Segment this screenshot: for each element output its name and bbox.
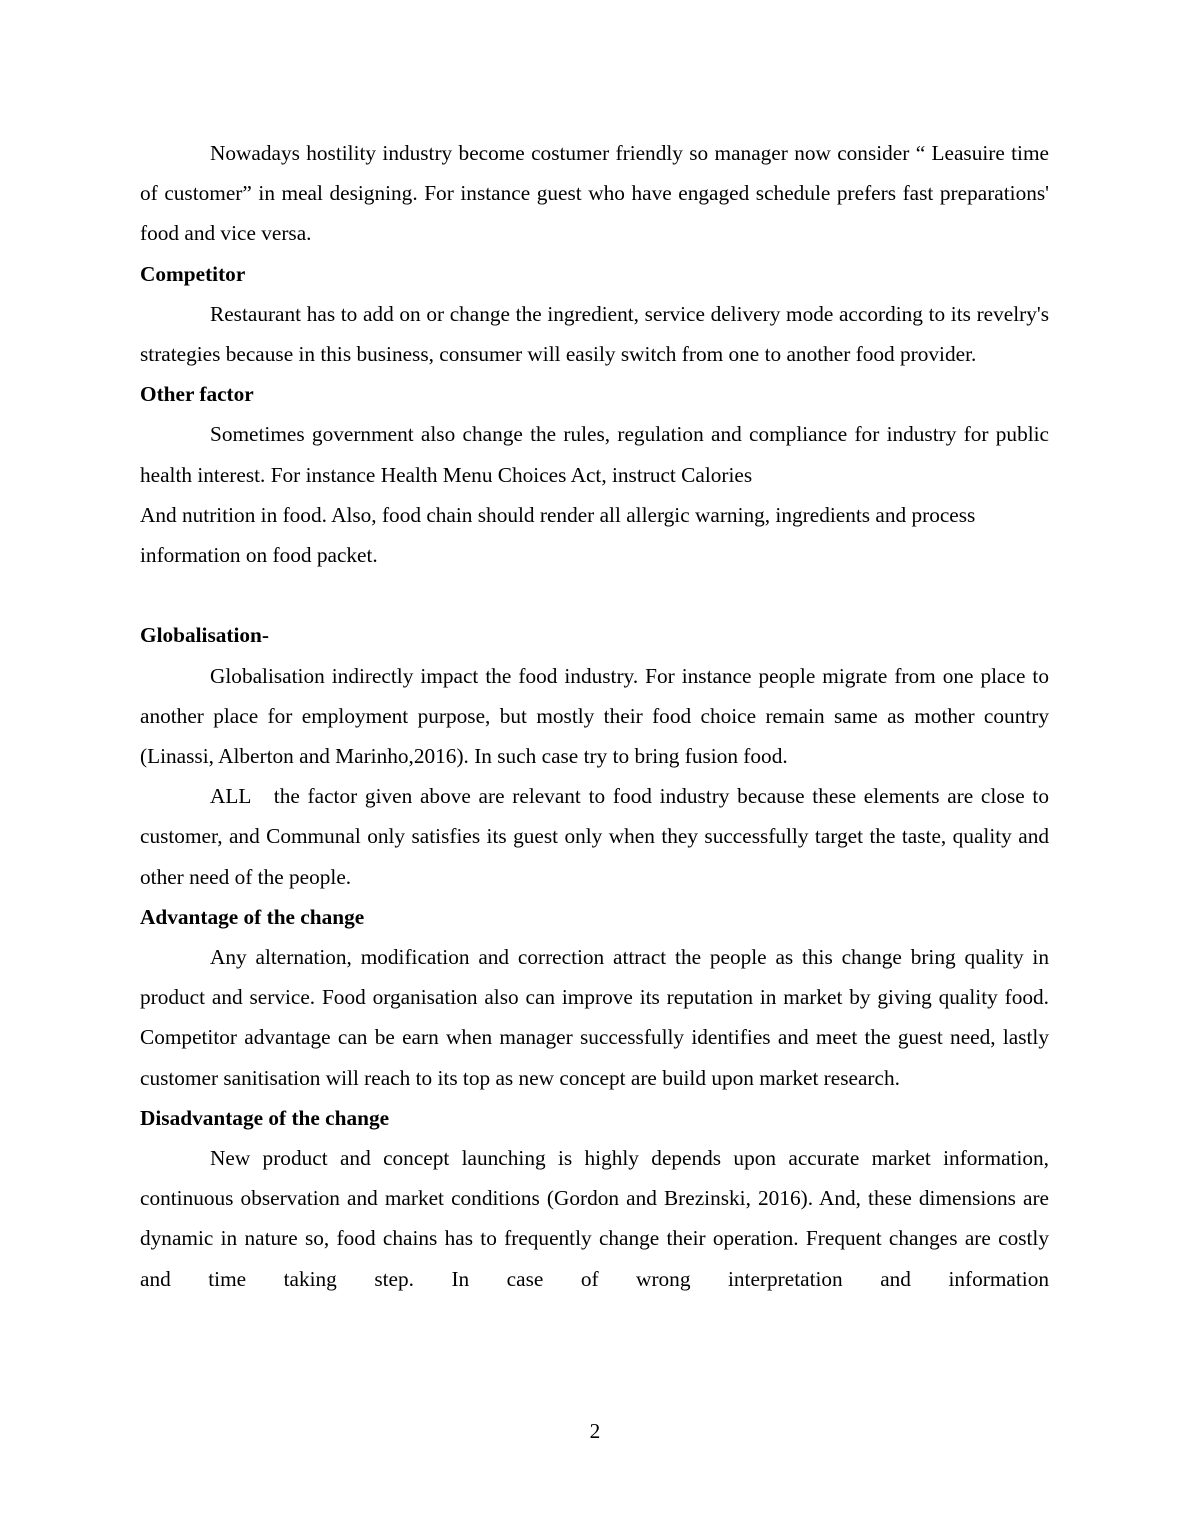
heading-disadvantage: Disadvantage of the change — [140, 1105, 390, 1130]
page-body — [140, 133, 1055, 1299]
heading-globalisation: Globalisation- — [140, 623, 269, 648]
paragraph-advantage: Any alternation, modification and correction attract the people as this change bring quality in product and service. Food organisation also can improve its reputation in market by giving quality food. Competitor advantage can be earn when manager successfully identifies and meet the guest need, lastly customer sanitisation will reach to its top as new concept are build upon market research. — [140, 945, 1049, 1090]
paragraph-hospitality-leisure: Nowadays hostility industry become costumer friendly so manager now consider “ Leasuire time of customer” in meal designing. For instance guest who have engaged schedule prefers fast preparations' food and vice versa. — [140, 141, 1049, 246]
blank-line — [140, 575, 1049, 615]
heading-advantage: Advantage of the change — [140, 904, 365, 929]
paragraph-all-factors: ALL the factor given above are relevant to food industry because these elements are close to customer, and Communal only satisfies its guest only when they successfully target the taste, quality and other need of the people. — [140, 784, 1055, 889]
paragraph-competitor: Restaurant has to add on or change the ingredient, service delivery mode according to its revelry's strategies because in this business, consumer will easily switch from one to another food provider. — [140, 301, 1049, 367]
paragraph-disadvantage: New product and concept launching is highly depends upon accurate market information, continuous observation and market conditions (Gordon and Brezinski, 2016). And, these dimensions are dynamic in nature so, food chains has to frequently change their operation. Frequent changes are costly and time taking step. In case of wrong interpretation and information — [140, 1146, 1049, 1291]
paragraph-other-factor: Sometimes government also change the rules, regulation and compliance for industry for public health interest. For instance Health Menu Choices Act, instruct Calories — [140, 422, 1049, 487]
heading-other-factor: Other factor — [140, 382, 254, 407]
paragraph-globalisation: Globalisation indirectly impact the food industry. For instance people migrate from one place to another place for employment purpose, but mostly their food choice remain same as mother country (Linassi, Alberton and Marinho,2016). In such case try to bring fusion food. — [140, 663, 1049, 769]
paragraph-nutrition: And nutrition in food. Also, food chain should render all allergic warning, ingredients and process information on food packet. — [140, 502, 976, 568]
heading-competitor: Competitor — [140, 261, 246, 286]
page-number: 2 — [589, 1419, 601, 1443]
